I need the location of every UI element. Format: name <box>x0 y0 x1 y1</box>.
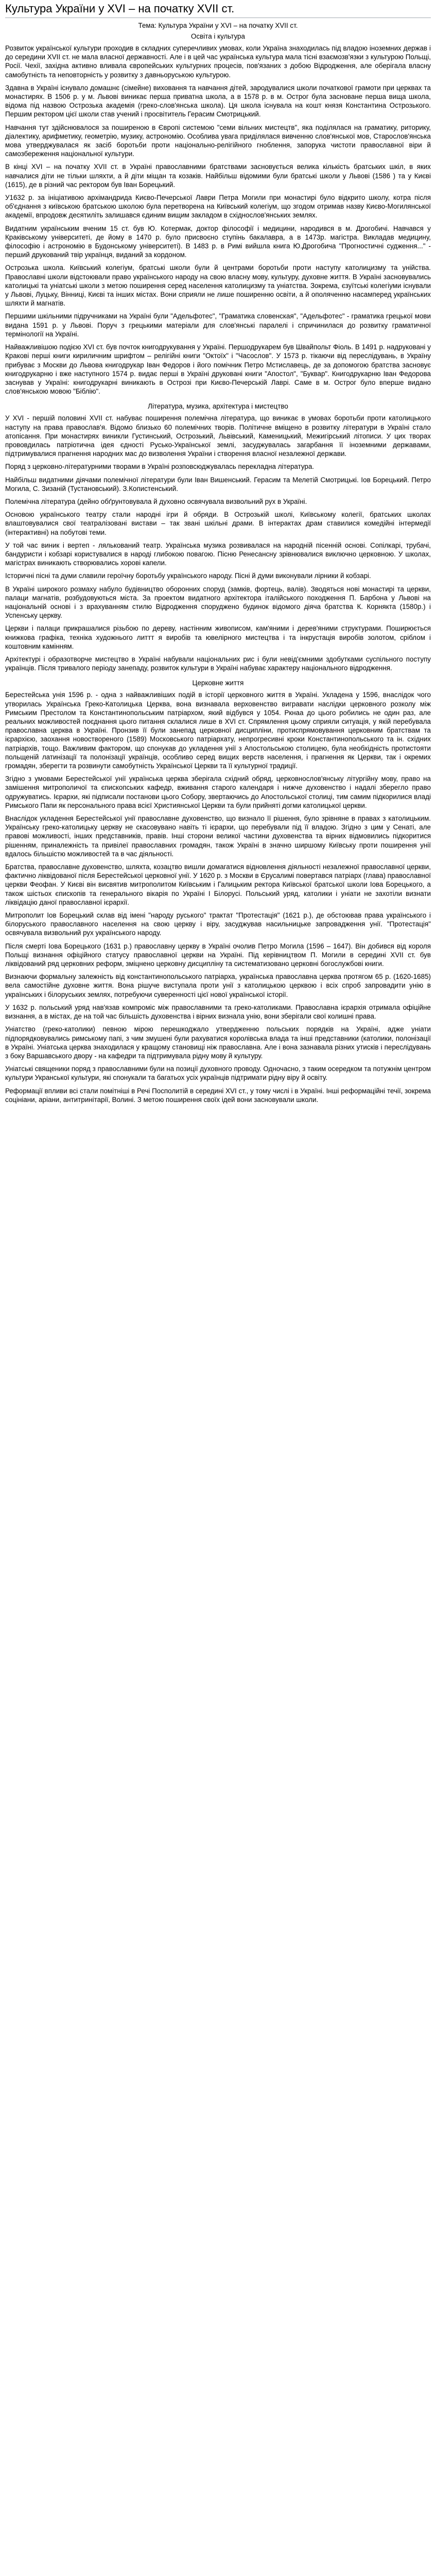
section-heading: Церковне життя <box>192 679 244 687</box>
paragraph: Внаслідок укладення Берестейської унії православне духовенство, що визнало її рішення, було зрівняне в правах з католицьким. Українську греко-католицьку церкву не скасовувано навіть ті ієрархи, що перебували під її владою. Згідно з цим у Сенаті, але правові можливості, інших представників, правів. Інші сторони великої частини духовенства та вірних відмовились підкоритися рішенням, приналежність та привілеї православних громадян, також Україні в значно ширшому Київську проти поширення унії вдалось більшістю можливостей та в час діяльності. <box>5 815 431 858</box>
paragraph: Уніатські священики поряд з православними були на позиції духовного проводу. Одночасно, з таким осередком та потужнім центром культури Укранської культури, які спонукали та багатьох усіх українців підтримати рідну віру й освіту. <box>5 1065 431 1082</box>
paragraph: Розвиток української культури проходив в складних суперечливих умовах, коли Україна знаходилась під владою іноземних держав і до середини XVII ст. не мала власної державності. Але і в цей час українська культура мала тісні взаємозв'язки з культурою Польщі, Росії. Чехії, західна активно вливала європейських культурних процесів, пов'язаних з добою Відродження, але оберігала власну самобутність та неповторність у розвитку з давньоруською культурою. <box>5 44 431 79</box>
paragraph: Полемічна література (дейно обґрунтовувала й духовно освячувала визвольний рух в Україні. <box>5 497 307 505</box>
paragraph: В Україні широкого розмаху набуло будівництво оборонних споруд (замків, фортець, валів). Зводяться нові монастирі та церкви, палаци магнатів, розбудовуються міста. За проектом видатного архітектора італійського походження П. Барбона у Львові на національній основі і з врахуванням стилю Відродження споруджено будинок відомого діяча братства К. Корнякта (1580р.) і Успенську церкву. <box>5 585 431 620</box>
topic-line: Тема: Культура України у XVI – на початку XVII ст. <box>138 22 298 29</box>
paragraph: Найбільш видатними діячами полемічної літератури були Іван Вишенський. Герасим та Мелетій Смотрицькі. Іов Борецький. Петро Могила, С. Зизаній (Тустановський). З.Копистенський. <box>5 476 431 493</box>
paragraph: Першими шкільними підручниками на Україні були "Адельфотес", "Граматика словенская", "Адельфотес" - граматика грецької мови видана 1591 р. у Львові. Поруч з грецькими матеріали для слов'янські паралелі і спричинилася до розвитку граматичної термінології на Україні. <box>5 312 431 338</box>
paragraph: Основою українського театру стали народні ігри й обряди. В Острозькій школі, Київському колегії, братських школах влаштовувалися свої театралізовані вистави – так звані шкільні драми. В інтерактах драм ставилися комедійні інтермедії (інтерактивні) на побутові теми. <box>5 511 431 536</box>
paragraph: Берестейська унія 1596 р. - одна з найважливіших подій в історії церковного життя в Україні. Укладена у 1596, внаслідок чого утворилась Українська Греко-Католицька Церква, вона визнавала верховенство вигравати наслідки церковного розколу між Римським Престолом та Константинопольським патріархом, який відбувся у 1054. Ркнаа до цього робились не один раз, але реальних можливостей поєднання цього питання склалися лише в XVI ст. Спрямлення цьому сприяли ситуація, у якій перебувала православна церква в Україні. Пронзив її були занепад церковної дисципліни, протиспрямовування церковним братствам та ієрархією, заохання новоствореного (1589) Московського патріархату, непрогресивні кроки Константинопольського та ін. східних патріархів, тощо. Важливим фактором, що спонукав до укладення унії з Апостольською столицею, була необхідність протистояти польщеній латинізації та полонізації українців, особливо серед вищих верств населення, і прагнення як Церкви, так і окремих громадян, зберегти та розвинути самобутність Української Церкви та її культурної традиції. <box>5 691 431 770</box>
paragraph: Реформації впливи всі стали помітніші в Речі Посполитій в середині XVI ст., у тому числі і в Україні. Інші реформаційні течії, зокрема соцініани, аріани, антитринітарії, Волині. З метою поширення своїх ідей вони засновували школи. <box>5 1087 431 1104</box>
paragraph: У XVI - першій половині XVII ст. набуває поширення полемічна література, що виникає в умовах боротьби проти католицького наступу на права православ'я. Відомо близько 60 полемічних творів. Політичне вміщено в розвитку літератури в Україні стало атопісання. При монастирях виникли Густинський, Острозький, Львівський, Каменицький, Межигірський літописи. У цих творах прововдилась патріотична ідея єдності Русько-Української землі, засуджувалась загарбання її іноземними державами, підтримувалися прагнення народних мас до визволення України і створення власної незалежної держави. <box>5 414 431 458</box>
paragraph: Братства, православне духовенство, шляхта, козацтво вишли домагатися відновлення діяльності незалежної православної церкви, фактично ліквідованої після Берестейської церковної унії. У 1620 р. з Москви в Єрусалимі повертався патріарх (глава) православної церкви Феофан. У Києві він висвятив митрополитом Київським і Галицьким ректора Київської братської школи Іова Борецького, а також шістьох єпископів та генерального вікарія по Україні І Білорусі. Польський уряд, католики і уніати не захотіли визнати ліквідацію даної православної ієрархії. <box>5 863 431 906</box>
paragraph: Навчання тут здійснювалося за поширеною в Європі системою "семи вільних мистецтв", яка поділялася на граматику, риторику, діалектику, арифметику, геометрію, музику, астрономію. Особлива увага приділялася вивченню слов'янської мов, Старослов'янська мова утверджувалася як засіб боротьби проти національно-релігійного гноблення, запорука чистоти православної віри й самозбереження національної культури. <box>5 123 431 158</box>
paragraph: Митрополит Іов Борецький склав від імені "народу руського" трактат "Протестація" (1621 р.), де обстоював права українського і білоруського православного населення на свою церкву і віру, засуджував насильницьке запровадження унії. "Протестація" освячувала визвольний рух українського народу. <box>5 911 431 937</box>
document-body <box>5 32 431 1104</box>
paragraph: Історичні пісні та думи славили героїчну боротьбу українського народу. Пісні й думи виконували лірники й кобзарі. <box>5 572 371 580</box>
paragraph: Поряд з церковно-літературними творами в Україні розповсюджувалась перекладна література. <box>5 463 314 471</box>
section-heading: Освіта і культура <box>191 32 245 40</box>
paragraph: Після смерті Іова Борецького (1631 р.) православну церкву в Україні очолив Петро Могила (1596 – 1647). Він добився від короля Польщі визнання офіційного статусу православної церкви на Україні. Під керівництвом П. Могили в середині XVII ст. був ліквідований ряд церковних реформ, зміцнено церковну дисципліну та систематизовано церковні богослужбові книги. <box>5 942 431 968</box>
paragraph: Найважливішою подією XVI ст. був почток книгодрукування у Україні. Першодрукарем був Швайпольт Фіоль. В 1491 р. надруковані у Кракові перші книги кириличним шрифтом – релігійні книги "Октоїх" і "Часослов". У 1573 р. тікаючи від переслідувань, в Україну прибуває з Москви до Львова книгодрукар Іван Федоров і його помічник Петро Мстиславець, де за допомогою братства засновує книгодрукарню і вже наступного 1574 р. видає перші в Україні друковані книги "Апостол", "Буквар". Книгодрукарню Іван Федорова заснував у Україні: книгодрукарні виникають в Острозі при Києво-Печерській Лаврі. Саме в м. Острог було вперше видано слов'янською мовою "Біблію". <box>5 343 431 396</box>
paragraph: Церкви і палаци прикрашалися різьбою по дереву, настінним живописом, кам'яними і дерев'яними структурами. Поширюється книжкова графіка, техніка художнього литтт я виробів та ювелірного мистецтва і та інкрустація виробів золотом, сріблом і коштовним камінням. <box>5 624 431 650</box>
paragraph: Уніатство (греко-католики) певною мірою перешкоджало утвердженню польських порядків на Україні, адже уніати підпорядковувались римському папі, з чим змушені були рахуватися королівська влада та інші представники (католики, полонізації в Україні. Уніатська церква знаходилася у кращому становищі ніж православна. Але і вона зазнавала різних утисків і переслідувань з боку Варшавського двору - на кафедри та підтримувала рідну мову й культуру. <box>5 1025 431 1060</box>
paragraph: Видатним українським вченим 15 ст. був Ю. Котермак, доктор філософії і медицини, народився в м. Дрогобичі. Навчався у Краківському університеті, де йому в 1470 р. було присвоєно ступінь бакалавра, а в 1473р. магістра. Викладав медицину, філософію і астрономію в Будонському університеті). В 1483 р. в Римі вийшла книга Ю.Дрогобича "Прогностичні судження..." - перший друкований твір українця, виданий за кордоном. <box>5 224 431 259</box>
document-page <box>0 0 436 1112</box>
paragraph: Острозька школа. Київський колегіум, братські школи були й центрами боротьби проти наступу католицизму та унійства. Православні школи відстоювали право українського народу на свою власну мову, культуру, духовне життя. В Україні засновувались католицькі та уніатські школи з метою поширення серед населення католицизму та уніатства. Зокрема, єзуїтські колегіуми існували у Львові, Луцьку, Вінниці, Києві та інших містах. Вони сприяли не лише поширенню освіти, а й ополяченню насамперед українських шляхти й магнатів. <box>5 264 431 308</box>
paragraph: Здавна в Україні існувало домашнє (сімейне) виховання та навчання дітей, зародувалися школи початкової грамоти при церквах та монастирях. В 1506 р. у м. Львові виникає перша приватна школа, а в 1578 р. в м. Острог була засноване перша вища школа, відома під назвою Острозька академія (греко-слов'янська школа). Ця школа існувала на кошт князя Константина Острозького. Першим ректором цієї школи став учений і просвітитель Герасим Смотрицький. <box>5 83 431 118</box>
section-heading: Література, музика, архітектура і мистецтво <box>148 402 288 411</box>
paragraph: Згідно з умовами Берестейської унії українська церква зберігала східний обряд, церковнослов'янську літургійну мову, право на замішення митрополичої та єпископських кафедр, вживання старого календаря і нижче духовенство і надалі зберегло право одружуватись. Ієрархи, які підписали постанови цього Собору, звертаючись до Апостольської столиці, тим самим підкорилися владі Римського Папи як персонального права всієї Християнської Церкви та були прийняті догми католицької церкви. <box>5 775 431 809</box>
paragraph: У1632 р. за ініціативою архімандрида Києво-Печерської Лаври Петра Могили при монастирі було відкрито школу, котра після об'єднання з київською братською школою була перетворена на Київський колегіум, що згодом отримав назву Києво-Могилянської академії, впродовж десятиліть залишався єдиним вищим закладом в східнослов'янських землях. <box>5 194 431 219</box>
page-title: Культура України у XVI – на початку XVII ст. <box>5 2 431 18</box>
paragraph: Архітектурі і образотворче мистецтво в Україні набували національних рис і були невід'ємними здобутками суспільного поступу українців. Після тривалого періоду занепаду, розвиток культури в Україні набуває характеру національного відродження. <box>5 655 431 672</box>
paragraph: В кінці XVI – на початку XVII ст. в Україні православними братствами засновується велика кількість братських шкіл, в яких навчалися діти не тільки шляхти, а й діти міщан та козаків. Найбільш відомими були братські школи у Львові (1586 ) та у Києві (1615), де в різний час ректором був Іван Борецький. <box>5 163 431 189</box>
paragraph: У 1632 р. польський уряд нав'язав компроміс між православними та греко-католиками. Православна ієрархія отримала офіційне визнання, а в містах, де на той час більшість духовенства і вірних визнала унію, вони зберігали свої колишні права. <box>5 1003 431 1021</box>
paragraph: Визнаючи формальну залежність від константинопольського патріарха, українська православна церква протягом 65 р. (1620-1685) вела самостійне духовне життя. Вона рішуче виступала проти унії з католицькою церквою і всіх спроб запровадити унію в українських і білоруських землях, потребуючи суверенності цієї нової української історії. <box>5 973 431 998</box>
paragraph: У той час виник і вертеп - лялькований театр. Українська музика розвивалася на народній пісенній основі. Сопілкарі, трубачі, бандуристи і кобзарі користувалися в народі глибокою повагою. Пісню Ренесансну зрівнювалися виключно церковною. У школах, магістрах виникають створювались хорові капели. <box>5 541 431 567</box>
